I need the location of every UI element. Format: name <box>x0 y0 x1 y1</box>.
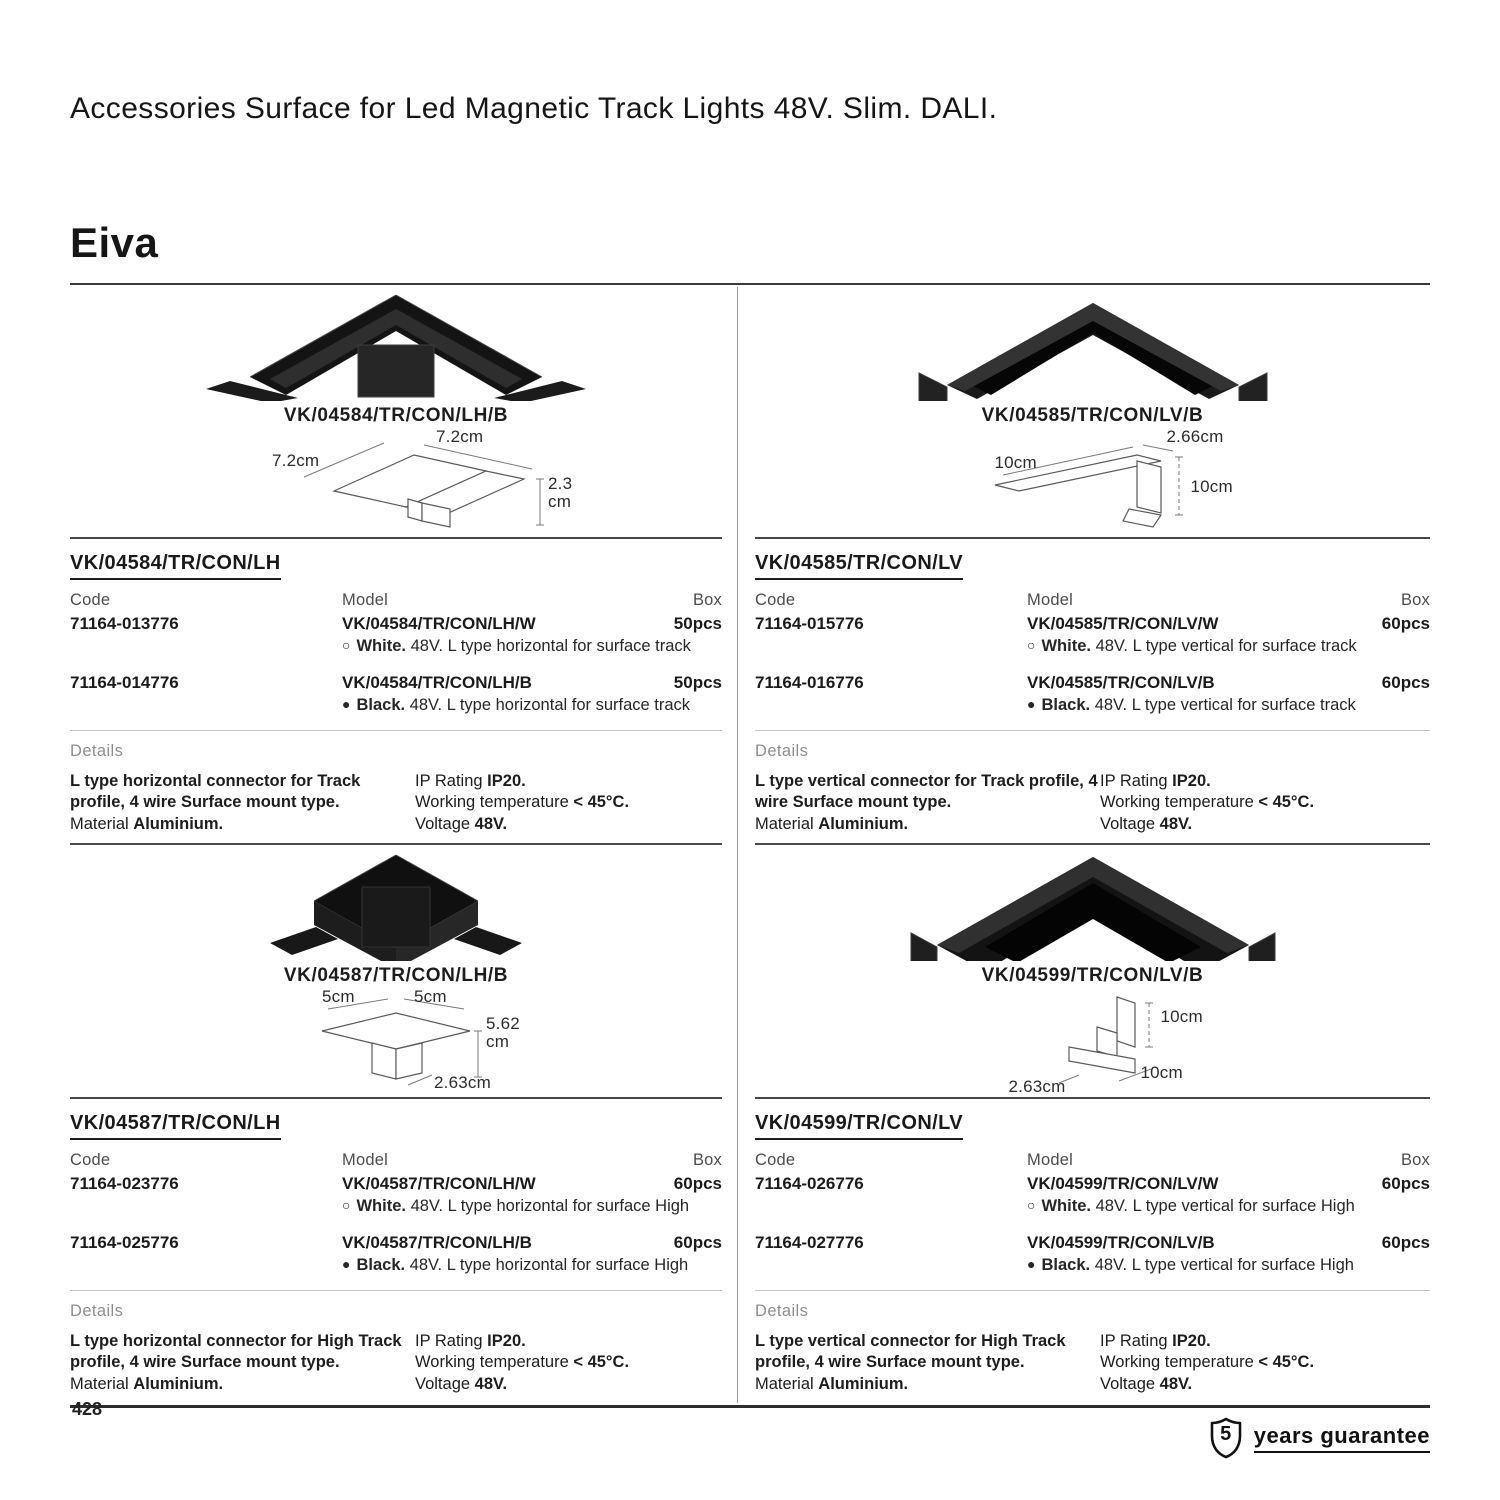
divider <box>755 537 1430 539</box>
spec-line: IP Rating IP20. <box>1100 1331 1211 1350</box>
guarantee-text: years guarantee <box>1254 1423 1430 1453</box>
details-description: L type vertical connector for High Track profile, 4 wire Surface mount type. Material Aluminium. <box>755 1331 1066 1393</box>
variant-code: 71164-023776 <box>70 1174 179 1194</box>
dimension-sketch <box>883 989 1303 1093</box>
details-specs <box>1100 771 1430 835</box>
dimension-label: 2.63cm <box>434 1073 491 1093</box>
guarantee-years: 5 <box>1220 1423 1232 1446</box>
col-header-model: Model <box>342 591 388 609</box>
dimension-sketch <box>186 989 606 1093</box>
photo-caption: VK/04584/TR/CON/LH/B <box>283 405 509 426</box>
product-photo <box>70 851 722 961</box>
white-swatch-icon: ○ <box>1027 1197 1036 1214</box>
product-card-vk04585 <box>755 285 1430 845</box>
spec-table <box>70 591 722 716</box>
product-photo <box>70 291 722 401</box>
table-row <box>70 1173 722 1217</box>
black-swatch-icon: ● <box>1027 696 1036 713</box>
dimension-label: 5cm <box>414 987 447 1007</box>
col-header-box: Box <box>1400 1151 1430 1170</box>
dimension-sketch <box>883 429 1303 533</box>
table-header-row <box>755 1151 1430 1170</box>
details-label: Details <box>70 741 124 760</box>
spec-line: Working temperature < 45°C. <box>415 1353 630 1372</box>
l-connector-high-vertical-photo <box>883 851 1303 961</box>
col-header-box: Box <box>692 1151 722 1170</box>
variant-description: ● Black. 48V. L type horizontal for surface High <box>342 1256 689 1275</box>
details-section <box>755 771 1430 835</box>
spec-line: Working temperature < 45°C. <box>415 793 630 812</box>
spec-line: IP Rating IP20. <box>1100 771 1211 790</box>
table-row <box>70 1232 722 1276</box>
shield-icon <box>1206 1416 1246 1460</box>
dimension-diagram <box>70 429 722 533</box>
dimension-label: 2.66cm <box>1166 427 1224 446</box>
variant-description: ○ White. 48V. L type horizontal for surface High <box>342 1197 690 1216</box>
divider <box>755 1097 1430 1099</box>
spec-line: Working temperature < 45°C. <box>1100 1353 1315 1372</box>
col-header-model: Model <box>1027 1151 1073 1170</box>
details-section <box>70 1331 722 1395</box>
variant-box-qty: 60pcs <box>1381 614 1430 633</box>
variant-model: VK/04587/TR/CON/LH/W <box>342 1174 536 1194</box>
dimension-label: 7.2cm <box>436 427 484 446</box>
spec-line: IP Rating IP20. <box>415 1331 526 1350</box>
details-section <box>70 771 722 835</box>
product-photo <box>755 851 1430 961</box>
col-header-code: Code <box>755 591 796 609</box>
spec-line: Voltage 48V. <box>1100 1374 1193 1393</box>
variant-code: 71164-025776 <box>70 1232 179 1252</box>
variant-model: VK/04587/TR/CON/LH/B <box>342 1232 532 1252</box>
black-swatch-icon: ● <box>342 696 351 713</box>
details-label: Details <box>70 1301 124 1320</box>
divider <box>70 537 722 539</box>
variant-box-qty: 60pcs <box>673 1174 722 1194</box>
photo-caption: VK/04585/TR/CON/LV/B <box>981 405 1204 426</box>
divider <box>755 730 1430 731</box>
family-heading: VK/04587/TR/CON/LH <box>70 1112 281 1140</box>
details-label: Details <box>755 1301 809 1320</box>
section-title: Eiva <box>70 219 159 266</box>
variant-description: ○ White. 48V. L type vertical for surface High <box>1027 1197 1355 1216</box>
dimension-label: 10cm <box>1190 477 1233 496</box>
variant-model: VK/04585/TR/CON/LV/W <box>1027 614 1219 633</box>
col-header-code: Code <box>70 591 111 609</box>
dimension-label: 10cm <box>1160 1007 1203 1027</box>
dimension-label: 2.3 cm <box>548 474 573 512</box>
variant-model: VK/04599/TR/CON/LV/W <box>1027 1174 1219 1194</box>
details-label: Details <box>755 741 809 760</box>
variant-box-qty: 60pcs <box>673 1232 722 1252</box>
variant-code: 71164-027776 <box>755 1232 864 1252</box>
table-row <box>755 672 1430 716</box>
family-heading: VK/04599/TR/CON/LV <box>755 1112 963 1140</box>
table-row <box>70 613 722 657</box>
variant-box-qty: 50pcs <box>673 614 722 633</box>
col-header-model: Model <box>342 1151 388 1170</box>
spec-line: IP Rating IP20. <box>415 771 526 790</box>
variant-box-qty: 60pcs <box>1381 672 1430 692</box>
col-header-box: Box <box>1400 591 1430 609</box>
table-header-row <box>755 591 1430 610</box>
dimension-label: 2.63cm <box>1008 1077 1066 1097</box>
spec-line: Working temperature < 45°C. <box>1100 793 1315 812</box>
product-photo <box>755 291 1430 401</box>
variant-description: ● Black. 48V. L type vertical for surface High <box>1027 1256 1354 1275</box>
table-row <box>755 613 1430 657</box>
variant-box-qty: 60pcs <box>1381 1232 1430 1252</box>
dimension-diagram <box>755 989 1430 1097</box>
spec-line: Voltage 48V. <box>1100 814 1193 833</box>
product-card-vk04584 <box>70 285 722 845</box>
details-description: L type horizontal connector for Track profile, 4 wire Surface mount type. Material Aluminium. <box>70 771 361 833</box>
dimension-label: 5.62 cm <box>486 1014 520 1052</box>
white-swatch-icon: ○ <box>342 637 351 654</box>
table-header-row <box>70 591 722 610</box>
details-description: L type horizontal connector for High Track profile, 4 wire Surface mount type. Material Aluminium. <box>70 1331 402 1393</box>
variant-code: 71164-026776 <box>755 1174 864 1194</box>
l-connector-high-horizontal-photo <box>186 851 606 961</box>
white-swatch-icon: ○ <box>1027 637 1036 654</box>
variant-box-qty: 60pcs <box>1381 1174 1430 1194</box>
divider <box>70 730 722 731</box>
details-description: L type vertical connector for Track profile, 4 wire Surface mount type. Material Aluminium. <box>755 771 1098 833</box>
spec-table <box>755 1151 1430 1276</box>
details-specs <box>415 1331 722 1395</box>
dimension-diagram <box>755 429 1430 533</box>
table-header-row <box>70 1151 722 1170</box>
variant-description: ● Black. 48V. L type vertical for surface track <box>1027 696 1356 715</box>
variant-code: 71164-016776 <box>755 672 864 692</box>
variant-code: 71164-015776 <box>755 614 864 633</box>
product-card-vk04599 <box>755 845 1430 1405</box>
variant-model: VK/04584/TR/CON/LH/B <box>342 672 532 692</box>
product-grid <box>70 285 1430 1405</box>
family-heading: VK/04584/TR/CON/LH <box>70 552 281 580</box>
col-header-code: Code <box>755 1151 796 1170</box>
divider <box>70 1097 722 1099</box>
divider <box>755 1290 1430 1291</box>
variant-description: ○ White. 48V. L type horizontal for surface track <box>342 637 691 656</box>
col-header-box: Box <box>692 591 722 609</box>
details-specs <box>1100 1331 1430 1395</box>
details-section <box>755 1331 1430 1395</box>
column-divider <box>737 287 738 1403</box>
col-header-code: Code <box>70 1151 111 1170</box>
dimension-label: 5cm <box>322 987 355 1007</box>
dimension-label: 10cm <box>1140 1063 1183 1083</box>
variant-code: 71164-014776 <box>70 672 179 692</box>
white-swatch-icon: ○ <box>342 1197 351 1214</box>
table-row <box>70 672 722 716</box>
black-swatch-icon: ● <box>342 1256 351 1273</box>
black-swatch-icon: ● <box>1027 1256 1036 1273</box>
l-connector-vertical-photo <box>883 291 1303 401</box>
dimension-diagram <box>70 989 722 1093</box>
variant-model: VK/04584/TR/CON/LH/W <box>342 614 536 633</box>
table-row <box>755 1232 1430 1276</box>
family-heading: VK/04585/TR/CON/LV <box>755 552 963 580</box>
footer-divider <box>70 1405 1430 1408</box>
dimension-label: 7.2cm <box>272 451 320 470</box>
details-specs <box>415 771 722 835</box>
divider <box>70 1290 722 1291</box>
spec-line: Voltage 48V. <box>415 1374 508 1393</box>
spec-line: Voltage 48V. <box>415 814 508 833</box>
spec-table <box>70 1151 722 1276</box>
table-row <box>755 1173 1430 1217</box>
page-number: 428 <box>72 1399 103 1419</box>
photo-caption: VK/04587/TR/CON/LH/B <box>283 965 509 987</box>
variant-box-qty: 50pcs <box>673 672 722 692</box>
product-card-vk04587 <box>70 845 722 1405</box>
dimension-label: 10cm <box>994 453 1037 472</box>
variant-description: ○ White. 48V. L type vertical for surface track <box>1027 637 1357 656</box>
page-title: Accessories Surface for Led Magnetic Track Lights 48V. Slim. DALI. <box>70 92 998 125</box>
variant-description: ● Black. 48V. L type horizontal for surface track <box>342 696 691 715</box>
photo-caption: VK/04599/TR/CON/LV/B <box>981 965 1204 987</box>
col-header-model: Model <box>1027 591 1073 609</box>
variant-model: VK/04585/TR/CON/LV/B <box>1027 672 1215 692</box>
variant-model: VK/04599/TR/CON/LV/B <box>1027 1232 1215 1252</box>
l-connector-horizontal-photo <box>186 291 606 401</box>
dimension-sketch <box>186 429 606 533</box>
spec-table <box>755 591 1430 716</box>
guarantee-badge <box>70 1416 1430 1460</box>
variant-code: 71164-013776 <box>70 614 179 633</box>
